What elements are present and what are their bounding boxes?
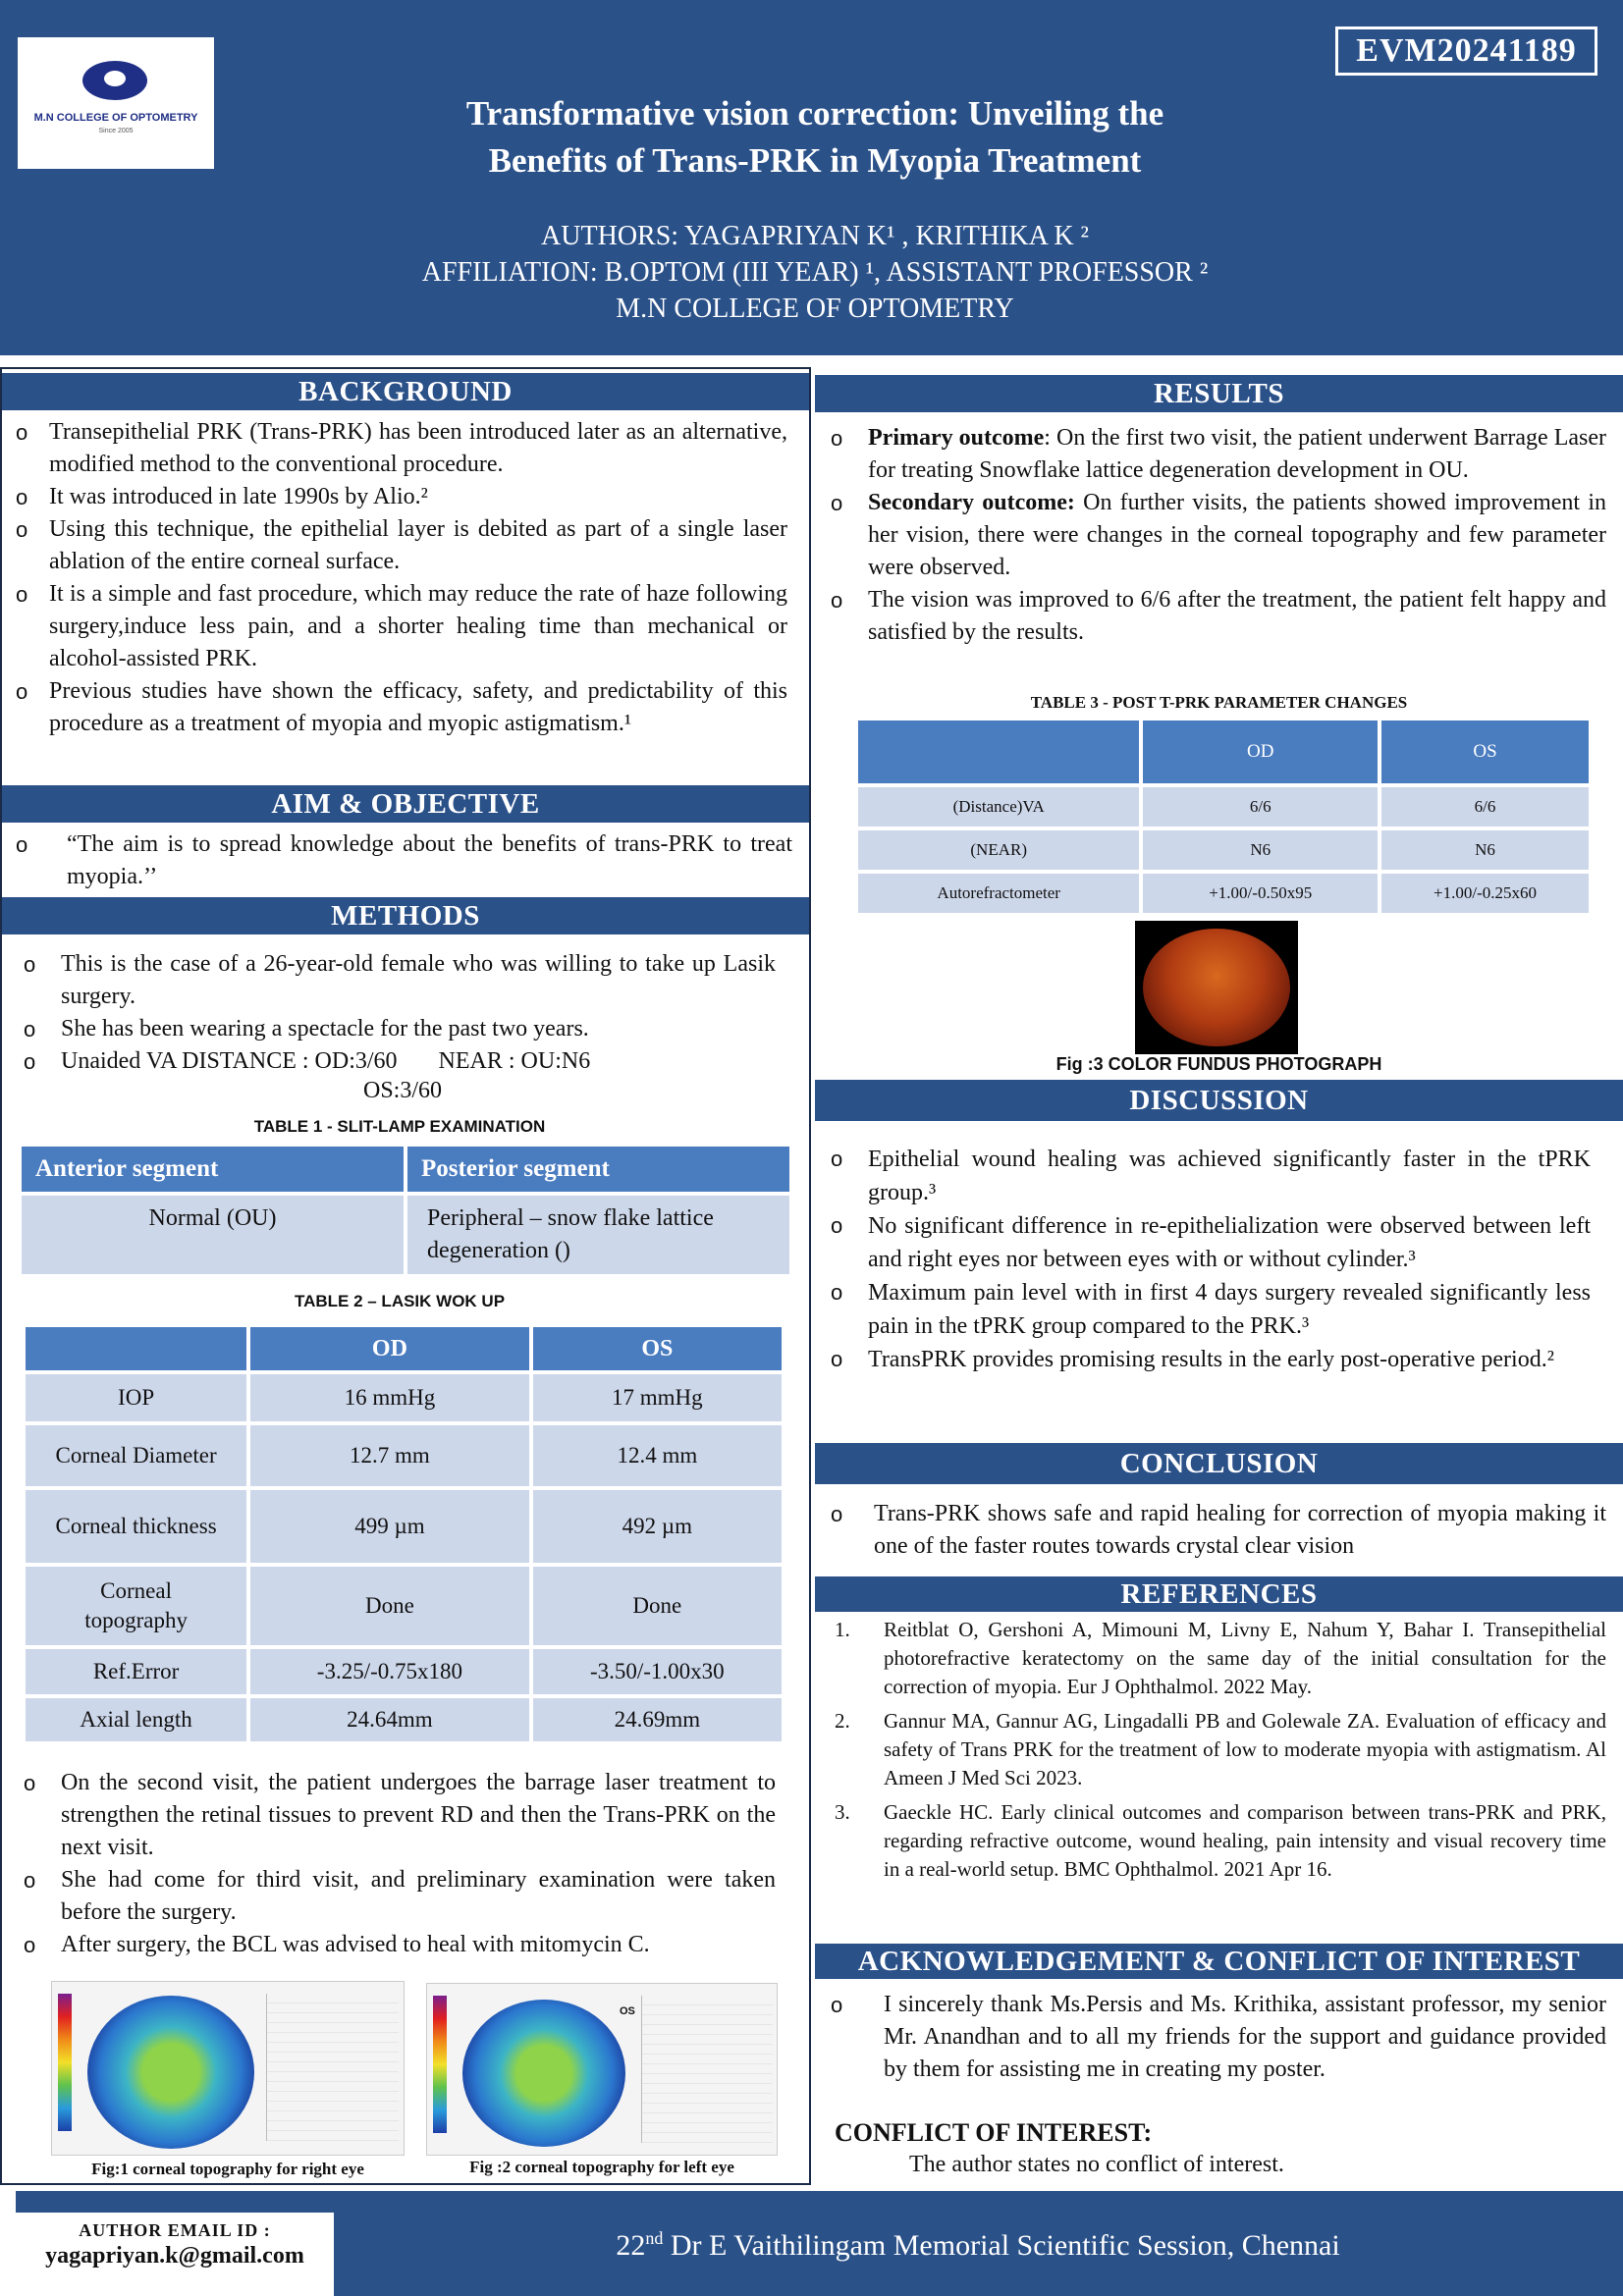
- conclusion-item: o Trans-PRK shows safe and rapid healing for correction of myopia making it one of the faster routes towards crystal clear vision: [815, 1498, 1606, 1563]
- results-item-bold: Primary outcome: [868, 425, 1045, 451]
- fig1-caption: Fig:1 corneal topography for right eye: [91, 2160, 364, 2178]
- event-name: [340, 2228, 1616, 2263]
- table2-caption: TABLE 2 – LASIK WOK UP: [294, 1292, 506, 1310]
- methods-item: o Unaided VA DISTANCE : OD:3/60 NEAR : OU:N6: [10, 1045, 776, 1078]
- table3-row: [858, 874, 1589, 913]
- coi-heading: CONFLICT OF INTEREST:: [835, 2118, 1153, 2147]
- reference-text: Gannur MA, Gannur AG, Lingadalli PB and Golewale ZA. Evaluation of efficacy and safety of Trans PRK for the treatment of low to moderate myopia with astigmatism. Al Ameen J Med Sci 2023.: [884, 1709, 1606, 1789]
- poster-header: [0, 0, 1623, 355]
- table3-row: [858, 787, 1589, 827]
- aim-item: o “The aim is to spread knowledge about the benefits of trans-PRK to treat myopia.’’: [2, 828, 792, 893]
- table2-cell: Ref.Error: [26, 1649, 246, 1694]
- event-title: Dr E Vaithilingam Memorial Scientific Session, Chennai: [663, 2229, 1340, 2262]
- corneal-topography-os-image: [426, 1983, 778, 2156]
- table3-header: OD: [1143, 721, 1378, 783]
- table2-header: OD: [250, 1327, 528, 1370]
- table3-caption: TABLE 3 - POST T-PRK PARAMETER CHANGES: [1030, 693, 1408, 712]
- discussion-heading: DISCUSSION: [815, 1080, 1623, 1121]
- table3-cell: 6/6: [1143, 787, 1378, 827]
- acknowledgement-item: o I sincerely thank Ms.Persis and Ms. Krithika, assistant professor, my senior Mr. Anandhan and to all my friends for the support and guidance provided by them for assisting me in creating my poster.: [815, 1989, 1606, 2086]
- methods-item: o This is the case of a 26-year-old female who was willing to take up Lasik surgery.: [10, 948, 776, 1013]
- table3-header: [858, 721, 1139, 783]
- references-heading: REFERENCES: [815, 1576, 1623, 1612]
- background-item: o Previous studies have shown the efficacy, safety, and predictability of this procedure as a treatment of myopia and myopic astigmatism.¹: [2, 675, 787, 740]
- author-email: yagapriyan.k@gmail.com: [45, 2243, 304, 2269]
- background-list: [2, 416, 787, 740]
- reference-number: 2.: [835, 1709, 850, 1733]
- table2-row: [26, 1490, 782, 1563]
- table2-cell: IOP: [26, 1374, 246, 1421]
- aim-list: [2, 828, 792, 893]
- results-item-text: : On the first two visit, the patient underwent Barrage Laser for treating Snowflake lattice degeneration development in OU.: [868, 425, 1607, 483]
- left-column: [0, 367, 811, 2185]
- table2-cell: Corneal topography: [26, 1567, 246, 1645]
- coi-text: The author states no conflict of interest.: [909, 2152, 1284, 2177]
- logo-college-name: M.N COLLEGE OF OPTOMETRY: [33, 112, 198, 124]
- discussion-list: [815, 1143, 1591, 1376]
- slit-lamp-table: [18, 1143, 793, 1278]
- results-item: [815, 487, 1606, 584]
- table2-header: [26, 1327, 246, 1370]
- methods-item: o She has been wearing a spectacle for the past two years.: [10, 1013, 776, 1045]
- background-heading: BACKGROUND: [2, 373, 809, 410]
- poster-footer: [16, 2191, 1623, 2296]
- table3-header: OS: [1381, 721, 1589, 783]
- title-line-2: Benefits of Trans-PRK in Myopia Treatment: [488, 141, 1142, 180]
- table2-cell: 12.4 mm: [533, 1425, 782, 1486]
- discussion-item: o Epithelial wound healing was achieved significantly faster in the tPRK group.³: [815, 1143, 1591, 1209]
- background-item: o Using this technique, the epithelial layer is debited as part of a single laser ablation of the entire corneal surface.: [2, 513, 787, 578]
- results-item: [815, 584, 1606, 649]
- conclusion-heading: CONCLUSION: [815, 1443, 1623, 1484]
- conclusion-list: [815, 1498, 1606, 1563]
- results-item-text: The vision was improved to 6/6 after the treatment, the patient felt happy and satisfied by the results.: [868, 587, 1606, 645]
- background-item: o It was introduced in late 1990s by Alio.²: [2, 481, 787, 513]
- color-scale-icon: [58, 1994, 72, 2131]
- discussion-item: o TransPRK provides promising results in the early post-operative period.²: [815, 1343, 1591, 1376]
- fig2-caption: Fig :2 corneal topography for left eye: [469, 2158, 734, 2176]
- background-item: o It is a simple and fast procedure, which may reduce the rate of haze following surgery,induce less pain, and a shorter healing time than mechanical or alcohol-assisted PRK.: [2, 578, 787, 675]
- topography-readings-icon: [266, 1994, 399, 2141]
- fig3-caption: Fig :3 COLOR FUNDUS PHOTOGRAPH: [1055, 1054, 1382, 1074]
- authors-line: AUTHORS: YAGAPRIYAN K¹ , KRITHIKA K ²: [541, 221, 1089, 251]
- methods-list: [10, 948, 776, 1078]
- topography-eye-label: OS: [620, 2005, 635, 2017]
- methods-item: o After surgery, the BCL was advised to heal with mitomycin C.: [10, 1929, 776, 1961]
- results-item-bold: Secondary outcome:: [868, 490, 1075, 515]
- table2-cell: 499 µm: [250, 1490, 528, 1563]
- reference-item: [815, 1707, 1606, 1792]
- table1-cell: Normal (OU): [22, 1196, 404, 1274]
- methods-heading: METHODS: [2, 897, 809, 934]
- author-email-box: [16, 2213, 334, 2296]
- results-heading: RESULTS: [815, 375, 1623, 412]
- poster-title: [324, 90, 1306, 185]
- table3-cell: N6: [1381, 830, 1589, 870]
- topography-readings-icon: [641, 1996, 773, 2143]
- color-scale-icon: [433, 1996, 447, 2133]
- methods-list-after: [10, 1767, 776, 1961]
- poster-id-badge: EVM20241189: [1335, 27, 1597, 76]
- eye-emblem-icon: [82, 61, 147, 100]
- table2-cell: 12.7 mm: [250, 1425, 528, 1486]
- table1-cell: Peripheral – snow flake lattice degeneration (): [407, 1196, 789, 1274]
- topography-map-icon: [87, 1996, 254, 2149]
- lasik-workup-table: [22, 1323, 785, 1745]
- results-list: [815, 422, 1606, 649]
- reference-item: [815, 1798, 1606, 1884]
- table1-caption: TABLE 1 - SLIT-LAMP EXAMINATION: [253, 1117, 546, 1136]
- email-label: AUTHOR EMAIL ID :: [79, 2220, 271, 2240]
- table2-cell: Corneal thickness: [26, 1490, 246, 1563]
- post-tprk-table: [854, 717, 1593, 917]
- aim-heading: AIM & OBJECTIVE: [2, 785, 809, 823]
- va-os-value: OS:3/60: [363, 1078, 443, 1103]
- table2-cell: Done: [250, 1567, 528, 1645]
- table3-cell: (Distance)VA: [858, 787, 1139, 827]
- table2-cell: Corneal Diameter: [26, 1425, 246, 1486]
- reference-text: Gaeckle HC. Early clinical outcomes and comparison between trans-PRK and PRK, regarding refractive outcome, wound healing, pain intensity and visual recovery time in a real-world setup. BMC Ophthalmol. 2021 Apr 16.: [884, 1800, 1606, 1881]
- author-block: [226, 218, 1404, 327]
- affiliation-line: AFFILIATION: B.OPTOM (III YEAR) ¹, ASSISTANT PROFESSOR ²: [421, 257, 1209, 288]
- methods-item: o She had come for third visit, and preliminary examination were taken before the surgery.: [10, 1864, 776, 1929]
- table2-cell: 24.64mm: [250, 1698, 528, 1741]
- discussion-item: o Maximum pain level with in first 4 days surgery revealed significantly less pain in the tPRK group compared to the PRK.³: [815, 1276, 1591, 1343]
- table2-row: [26, 1425, 782, 1486]
- title-line-1: Transformative vision correction: Unveiling the: [465, 94, 1164, 133]
- acknowledgement-list: [815, 1989, 1606, 2086]
- methods-item: o On the second visit, the patient undergoes the barrage laser treatment to strengthen the retinal tissues to prevent RD and then the Trans-PRK on the next visit.: [10, 1767, 776, 1864]
- college-logo: [18, 37, 214, 169]
- table2-cell: 24.69mm: [533, 1698, 782, 1741]
- event-ordinal-suffix: nd: [645, 2228, 664, 2248]
- topography-map-icon: [462, 2000, 625, 2147]
- table2-row: [26, 1649, 782, 1694]
- institution-line: M.N COLLEGE OF OPTOMETRY: [616, 294, 1014, 324]
- corneal-topography-od-image: [51, 1981, 405, 2156]
- results-item-text: On further visits, the patients showed improvement in her vision, there were changes in the corneal topography and few parameter were observed.: [868, 490, 1606, 580]
- table2-cell: 16 mmHg: [250, 1374, 528, 1421]
- reference-text: Reitblat O, Gershoni A, Mimouni M, Livny E, Nahum Y, Bahar I. Transepithelial photorefractive keratectomy on the same day of the initial consultation for the correction of myopia. Eur J Ophthalmol. 2022 May.: [884, 1618, 1606, 1698]
- reference-number: 1.: [835, 1618, 850, 1641]
- discussion-item: o No significant difference in re-epithelialization were observed between left and right eyes nor between eyes with or without cylinder.³: [815, 1209, 1591, 1276]
- table2-cell: 492 µm: [533, 1490, 782, 1563]
- table2-row: [26, 1698, 782, 1741]
- table2-row: [26, 1374, 782, 1421]
- acknowledgement-heading: ACKNOWLEDGEMENT & CONFLICT OF INTEREST: [815, 1944, 1623, 1979]
- table2-cell: -3.50/-1.00x30: [533, 1649, 782, 1694]
- table3-cell: +1.00/-0.50x95: [1143, 874, 1378, 913]
- table2-cell: -3.25/-0.75x180: [250, 1649, 528, 1694]
- event-ordinal: 22: [616, 2229, 646, 2262]
- color-fundus-photograph: [1135, 921, 1298, 1054]
- table3-cell: (NEAR): [858, 830, 1139, 870]
- table2-row: [26, 1567, 782, 1645]
- references-list: [815, 1616, 1606, 1890]
- table3-cell: Autorefractometer: [858, 874, 1139, 913]
- background-item: o Transepithelial PRK (Trans-PRK) has been introduced later as an alternative, modified method to the conventional procedure.: [2, 416, 787, 481]
- table3-cell: N6: [1143, 830, 1378, 870]
- table3-cell: 6/6: [1381, 787, 1589, 827]
- logo-since: Since 2005: [98, 128, 134, 134]
- table1-header: Posterior segment: [407, 1147, 789, 1192]
- results-item: [815, 422, 1606, 487]
- table2-cell: 17 mmHg: [533, 1374, 782, 1421]
- table3-cell: +1.00/-0.25x60: [1381, 874, 1589, 913]
- reference-number: 3.: [835, 1800, 850, 1824]
- table2-cell: Axial length: [26, 1698, 246, 1741]
- reference-item: [815, 1616, 1606, 1701]
- table2-header: OS: [533, 1327, 782, 1370]
- table2-cell: Done: [533, 1567, 782, 1645]
- table3-row: [858, 830, 1589, 870]
- fundus-retina-icon: [1143, 929, 1290, 1046]
- table1-header: Anterior segment: [22, 1147, 404, 1192]
- right-column: [815, 367, 1623, 2185]
